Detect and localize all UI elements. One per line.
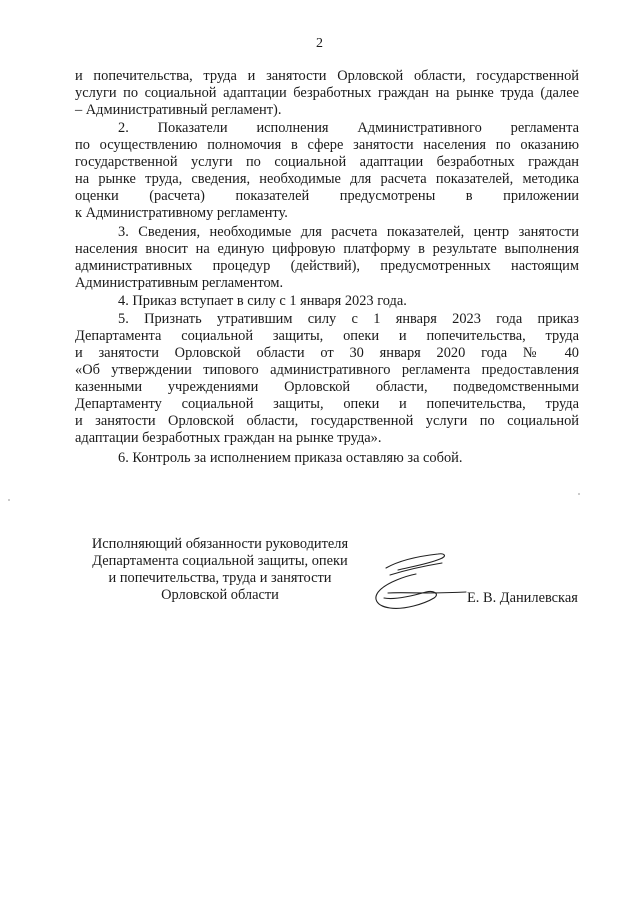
body-line: казенными учреждениями Орловской области, подведомственными — [75, 379, 579, 395]
body-line: оценки (расчета) показателей предусмотрены в приложении — [75, 188, 579, 204]
page-number: 2 — [316, 36, 323, 51]
signatory-position — [75, 536, 365, 604]
body-line: Административным регламентом. — [75, 275, 284, 291]
body-line: «Об утверждении типового административного регламента предоставления — [75, 362, 579, 378]
body-line: на рынке труда, сведения, необходимые для расчета показателей, методика — [75, 171, 579, 187]
body-line: 5. Признать утратившим силу с 1 января 2023 года приказ — [118, 311, 579, 327]
body-line: и занятости Орловской области от 30 января 2020 года № 40 — [75, 345, 579, 361]
body-line: и занятости Орловской области, государственной услуги по социальной — [75, 413, 579, 429]
body-line: по осуществлению полномочия в сфере занятости населения по оказанию — [75, 137, 579, 153]
signatory-position-line: Департамента социальной защиты, опеки — [92, 553, 348, 569]
body-line: государственной услуги по социальной адаптации безработных граждан — [75, 154, 579, 170]
signatory-position-line: и попечительства, труда и занятости — [108, 570, 332, 586]
body-line: Департамента социальной защиты, опеки и попечительства, труда — [75, 328, 579, 344]
signatory-position-line: Исполняющий обязанности руководителя — [91, 536, 349, 552]
signer-name: Е. В. Данилевская — [467, 590, 578, 606]
body-line: населения вносит на единую цифровую платформу в результате выполнения — [75, 241, 579, 257]
body-line: адаптации безработных граждан на рынке труда». — [75, 430, 382, 446]
scan-speck — [578, 493, 580, 495]
body-line: Департаменту социальной защиты, опеки и попечительства, труда — [75, 396, 579, 412]
body-line: к Административному регламенту. — [75, 205, 288, 221]
body-line: 6. Контроль за исполнением приказа оставляю за собой. — [118, 450, 463, 466]
body-line: и попечительства, труда и занятости Орловской области, государственной — [75, 68, 579, 84]
body-line: административных процедур (действий), предусмотренных настоящим — [75, 258, 579, 274]
signatory-position-line: Орловской области — [161, 587, 279, 603]
body-line: 2. Показатели исполнения Административного регламента — [118, 120, 579, 136]
handwritten-signature — [368, 548, 468, 618]
body-line: 4. Приказ вступает в силу с 1 января 2023 года. — [118, 293, 407, 309]
scan-speck — [8, 499, 10, 501]
body-line: – Административный регламент). — [75, 102, 282, 118]
body-line: услуги по социальной адаптации безработных граждан на рынке труда (далее — [75, 85, 579, 101]
body-line: 3. Сведения, необходимые для расчета показателей, центр занятости — [118, 224, 579, 240]
